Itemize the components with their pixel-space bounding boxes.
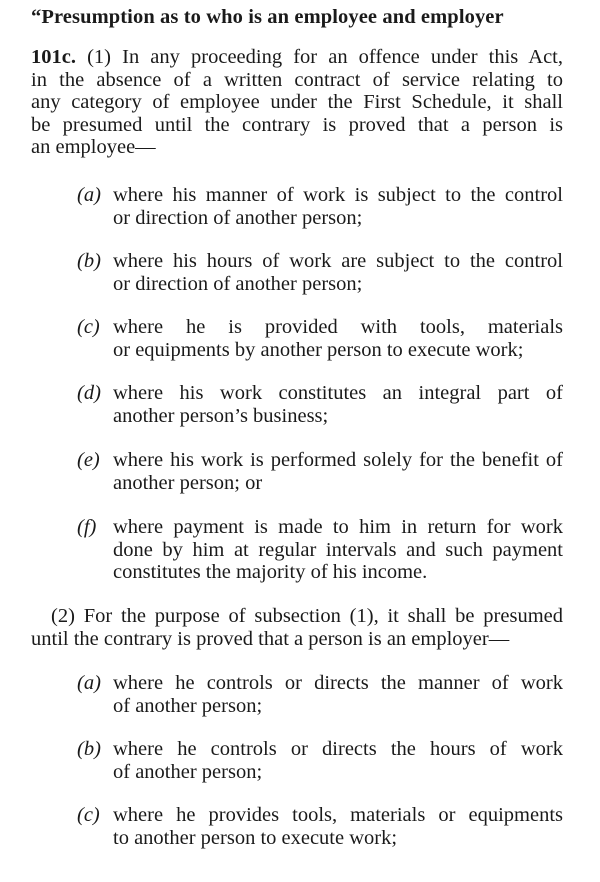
employee-para-e (77, 449, 563, 494)
employer-para-c (77, 804, 563, 849)
subsection-1-intro (31, 46, 563, 159)
para-marker: (a) (77, 184, 101, 206)
section-number: 101c. (31, 46, 76, 68)
para-marker: (c) (77, 804, 100, 826)
employee-para-d (77, 382, 563, 427)
intro-line-3: any category of employee under the First Schedule, it shall (31, 91, 563, 113)
employee-para-a (77, 184, 563, 229)
para-line: another person; or (113, 471, 263, 494)
subsection-2-line-1: (2) For the purpose of subsection (1), it shall be presumed (51, 605, 563, 627)
intro-line-4: be presumed until the contrary is proved that a person is (31, 113, 563, 136)
para-line: where he controls or directs the hours of work (113, 738, 563, 760)
intro-line-1 (31, 46, 563, 69)
para-marker: (a) (77, 672, 101, 694)
para-marker: (e) (77, 449, 100, 471)
para-line: of another person; (113, 694, 263, 717)
intro-line-5: an employee— (31, 136, 156, 158)
subsection-2-intro (31, 605, 563, 650)
para-marker: (b) (77, 738, 101, 760)
employee-para-c (77, 316, 563, 361)
para-line: where his work constitutes an integral part of (113, 382, 563, 404)
para-line: of another person; (113, 760, 263, 783)
para-line: or direction of another person; (113, 206, 363, 229)
para-line: to another person to execute work; (113, 826, 398, 849)
para-line: where he provides tools, materials or equipments (113, 804, 563, 826)
para-marker: (b) (77, 250, 101, 272)
para-line: or equipments by another person to execute work; (113, 338, 524, 361)
para-line: where payment is made to him in return for work (113, 516, 563, 538)
para-marker: (f) (77, 516, 97, 538)
para-marker: (c) (77, 316, 100, 338)
subsection-2-line-2: until the contrary is proved that a person is an employer— (31, 627, 510, 650)
para-line: or direction of another person; (113, 272, 363, 295)
employee-para-f (77, 516, 563, 584)
para-line: where he controls or directs the manner of work (113, 672, 563, 694)
para-line: another person’s business; (113, 404, 329, 427)
intro-line-1-text: (1) In any proceeding for an offence under this Act, (75, 46, 563, 68)
intro-line-2: in the absence of a written contract of service relating to (31, 68, 563, 91)
section-heading: “Presumption as to who is an employee and employer (31, 6, 504, 28)
para-line: where he is provided with tools, materials (113, 316, 563, 338)
para-line: where his hours of work are subject to the control (113, 250, 563, 272)
para-line: done by him at regular intervals and such payment (113, 538, 563, 561)
para-line: where his work is performed solely for the benefit of (113, 449, 563, 471)
para-marker: (d) (77, 382, 101, 404)
employee-para-b (77, 250, 563, 295)
employer-para-b (77, 738, 563, 783)
para-line: constitutes the majority of his income. (113, 561, 428, 583)
employer-para-a (77, 672, 563, 717)
para-line: where his manner of work is subject to the control (113, 184, 563, 206)
